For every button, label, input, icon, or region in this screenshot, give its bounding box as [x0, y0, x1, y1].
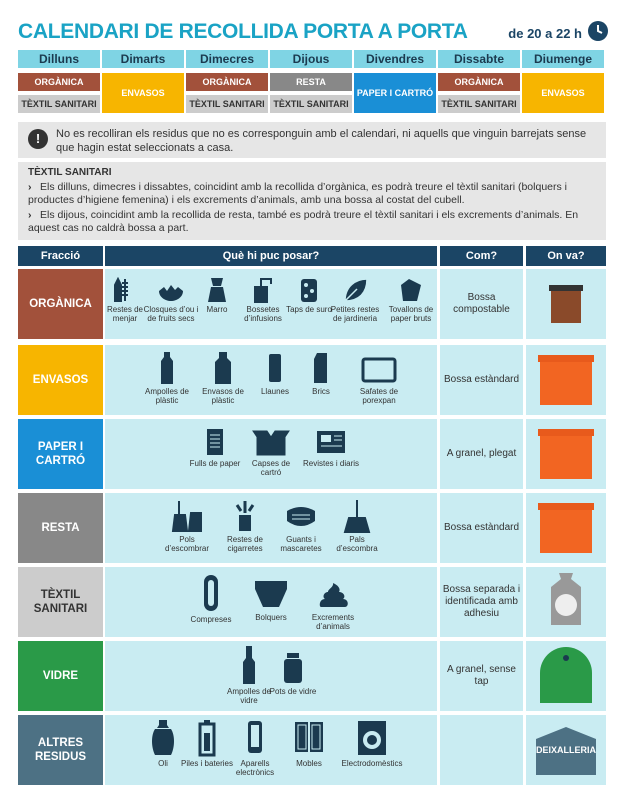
fraction-textil: TÈXTIL SANITARI — [18, 567, 103, 637]
pad-icon — [197, 573, 225, 613]
textil-heading: TÈXTIL SANITARI — [28, 167, 112, 178]
diaper-icon — [253, 577, 289, 611]
textil-line-1: › Els dilluns, dimecres i dissabtes, coincidint amb la recollida d’orgànica, es podrà treure el tèxtil sanitari (bolquers i productes d’higiene femenina) i els excrements d’animals, amb una bossa al costat del cubell. — [28, 181, 567, 206]
item-electrodomestics: Electrodomèstics — [337, 719, 407, 768]
tea-bag-icon — [249, 277, 277, 303]
item-restes-menjar: Restes de menjar — [97, 277, 153, 323]
items-envasos — [105, 345, 437, 415]
header-fraccio: Fracció — [18, 246, 103, 266]
item-closques: Closques d’ou i de fruits secs — [143, 277, 199, 323]
item-bossetes: Bossetes d’infusions — [235, 277, 291, 323]
item-capses: Capses de cartró — [243, 427, 299, 477]
slot-envasos: ENVASOS — [102, 73, 184, 113]
fraction-organica: ORGÀNICA — [18, 269, 103, 339]
fish-bone-icon — [111, 277, 139, 303]
item-marro: Marro — [189, 277, 245, 314]
collection-time: de 20 a 22 h — [508, 26, 582, 41]
oil-jug-icon — [149, 719, 177, 757]
item-brics: Brics — [293, 351, 349, 396]
item-piles: Piles i bateries — [179, 719, 235, 768]
napkin-icon — [397, 277, 425, 303]
fraction-paper: PAPER I CARTRÓ — [18, 419, 103, 489]
slot-organica: ORGÀNICA — [186, 73, 268, 91]
bin-organica — [526, 269, 606, 339]
warning-note — [18, 122, 606, 158]
method-resta: Bossa estàndard — [440, 493, 523, 563]
mask-icon — [283, 499, 319, 533]
bin-envasos — [526, 345, 606, 415]
fraction-resta: RESTA — [18, 493, 103, 563]
cigarette-icon — [231, 499, 259, 533]
method-envasos: Bossa estàndard — [440, 345, 523, 415]
item-pals: Pals d’escombra — [329, 499, 385, 553]
newspaper-icon — [313, 427, 349, 457]
header-com: Com? — [440, 246, 523, 266]
slot-envasos: ENVASOS — [522, 73, 604, 113]
slot-textil: TÈXTIL SANITARI — [270, 95, 352, 113]
header-on: On va? — [526, 246, 606, 266]
note-text: No es recolliran els residus que no es corresponguin amb el calendari, ni aquells que vinguin barrejats sense que hagin estat seleccionats a casa. — [56, 128, 587, 154]
method-organica: Bossa compostable — [440, 269, 523, 339]
item-tovallons: Tovallons de paper bruts — [383, 277, 439, 323]
carton-icon — [307, 351, 335, 385]
items-paper — [105, 419, 437, 489]
item-revistes: Revistes i diaris — [303, 427, 359, 468]
item-llaunes: Llaunes — [247, 351, 303, 396]
item-ampolles-plastic: Ampolles de plàstic — [139, 351, 195, 405]
leaf-icon — [341, 277, 369, 303]
item-pots-vidre: Pots de vidre — [265, 651, 321, 696]
orange-bin-icon — [526, 419, 606, 489]
weekly-calendar — [18, 50, 606, 118]
slot-textil: TÈXTIL SANITARI — [18, 95, 100, 113]
day-dimecres: Dimecres — [186, 50, 268, 68]
item-taps-suro: Taps de suro — [281, 277, 337, 314]
item-excrements: Excrements d’animals — [305, 577, 361, 631]
egg-shell-icon — [157, 277, 185, 303]
items-textil — [105, 567, 437, 637]
slot-textil: TÈXTIL SANITARI — [438, 95, 520, 113]
can-icon — [261, 351, 289, 385]
item-compreses: Compreses — [183, 573, 239, 624]
washing-machine-icon — [355, 719, 389, 757]
box-icon — [251, 427, 291, 457]
exclamation-icon: ! — [28, 129, 48, 149]
glass-bottle-icon — [235, 645, 263, 685]
fraction-envasos: ENVASOS — [18, 345, 103, 415]
slot-organica: ORGÀNICA — [438, 73, 520, 91]
items-organica — [105, 269, 437, 339]
slot-resta: RESTA — [270, 73, 352, 91]
orange-bin-icon — [526, 493, 606, 563]
item-aparells: Aparells electrònics — [227, 719, 283, 777]
item-bolquers: Bolquers — [243, 577, 299, 622]
bin-textil — [526, 567, 606, 637]
header — [18, 18, 608, 48]
bin-altres — [526, 715, 606, 785]
method-paper: A granel, plegat — [440, 419, 523, 489]
textil-info — [18, 162, 606, 240]
slot-paper: PAPER I CARTRÓ — [354, 73, 436, 113]
day-dissabte: Dissabte — [438, 50, 520, 68]
clock-icon — [588, 21, 608, 41]
day-diumenge: Diumenge — [522, 50, 604, 68]
method-altres — [440, 715, 523, 785]
cork-icon — [295, 277, 323, 303]
paper-sheet-icon — [201, 427, 229, 457]
items-resta — [105, 493, 437, 563]
item-ampolles-vidre: Ampolles de vidre — [221, 645, 277, 705]
page-title: CALENDARI DE RECOLLIDA PORTA A PORTA — [18, 20, 468, 43]
item-safates: Safates de porexpan — [351, 351, 407, 405]
item-guants: Guants i mascaretes — [273, 499, 329, 553]
bin-paper — [526, 419, 606, 489]
dustpan-icon — [169, 499, 205, 533]
day-divendres: Divendres — [354, 50, 436, 68]
fraction-altres: ALTRES RESIDUS — [18, 715, 103, 785]
item-oli: Oli — [135, 719, 191, 768]
orange-bin-icon — [526, 345, 606, 415]
coffee-pot-icon — [203, 277, 231, 303]
labelled-bag-icon — [526, 567, 606, 637]
item-fulls-paper: Fulls de paper — [187, 427, 243, 468]
item-cigarretes: Restes de cigarretes — [217, 499, 273, 553]
bin-resta — [526, 493, 606, 563]
bin-vidre — [526, 641, 606, 711]
day-dilluns: Dilluns — [18, 50, 100, 68]
items-vidre — [105, 641, 437, 711]
item-envasos-plastic: Envasos de plàstic — [195, 351, 251, 405]
item-pols: Pols d’escombrar — [159, 499, 215, 553]
day-dijous: Dijous — [270, 50, 352, 68]
header-que: Què hi puc posar? — [105, 246, 437, 266]
wardrobe-icon — [291, 719, 327, 757]
slot-organica: ORGÀNICA — [18, 73, 100, 91]
item-jardineria: Petites restes de jardineria — [327, 277, 383, 323]
battery-icon — [193, 719, 221, 757]
phone-icon — [241, 719, 269, 757]
textil-line-2: › Els dijous, coincidint amb la recollida de resta, també es podrà treure el tèxtil sanitari i els excrements d’animals. En aquest cas no caldrà bossa a part. — [28, 209, 579, 234]
day-dimarts: Dimarts — [102, 50, 184, 68]
tray-icon — [361, 351, 397, 385]
deixalleria-label: DEIXALLERIA — [535, 745, 596, 755]
jar-icon — [279, 651, 307, 685]
item-mobles: Mobles — [281, 719, 337, 768]
method-textil: Bossa separada i identificada amb adhesiu — [440, 567, 523, 637]
chevron-right-icon: › — [28, 181, 32, 193]
chevron-right-icon: › — [28, 209, 32, 221]
fraction-vidre: VIDRE — [18, 641, 103, 711]
method-vidre: A granel, sense tap — [440, 641, 523, 711]
detergent-icon — [209, 351, 237, 385]
igloo-container-icon — [526, 641, 606, 711]
plastic-bottle-icon — [153, 351, 181, 385]
dog-poop-icon — [315, 577, 351, 611]
items-altres — [105, 715, 437, 785]
broom-icon — [343, 499, 371, 533]
brown-bin-icon — [526, 269, 606, 339]
slot-textil: TÈXTIL SANITARI — [186, 95, 268, 113]
